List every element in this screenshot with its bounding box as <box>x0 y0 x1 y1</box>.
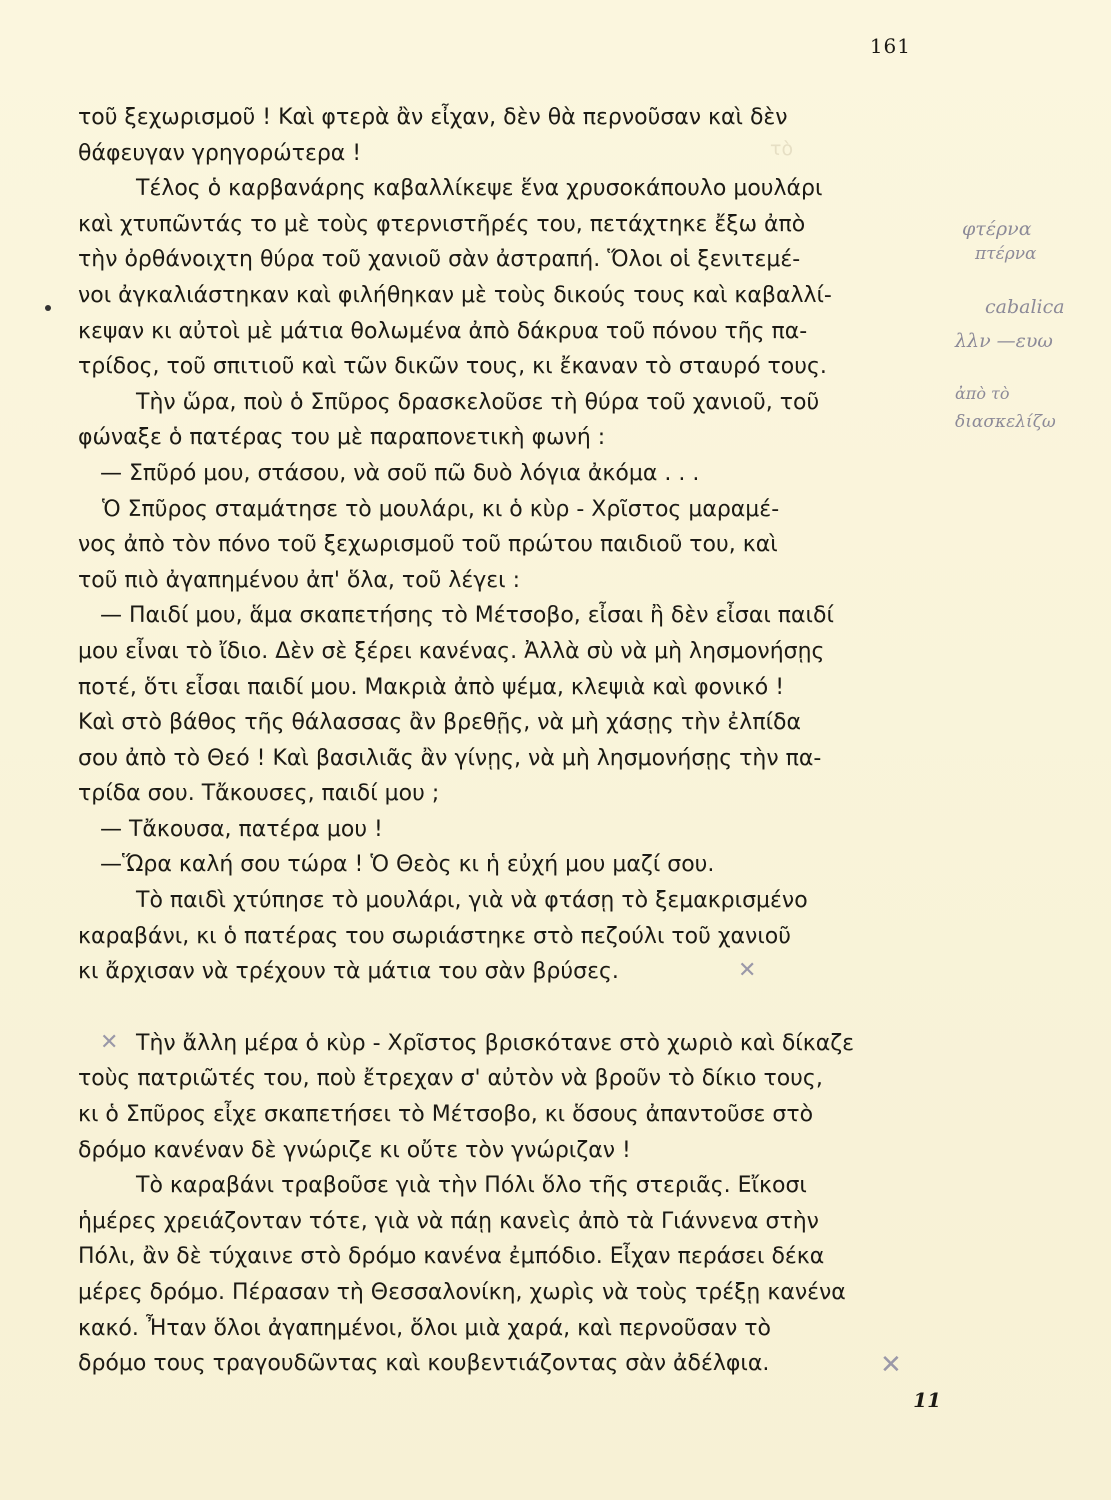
text-line: φώναξε ὁ πατέρας του μὲ παραπονετικὴ φωνή : <box>78 425 606 451</box>
paragraph-gap <box>78 990 948 1026</box>
text-line: σου ἀπὸ τὸ Θεό ! Καὶ βασιλιᾶς ἂν γίνῃς, νὰ μὴ λησμονήσῃς τὴν πα- <box>78 745 822 771</box>
text-line: κι ἄρχισαν νὰ τρέχουν τὰ μάτια του σὰν βρύσες. <box>78 959 619 985</box>
text-line: τοῦ ξεχωρισμοῦ ! Καὶ φτερὰ ἂν εἶχαν, δὲν θὰ περνοῦσαν καὶ δὲν <box>78 105 788 130</box>
text-line: κεψαν κι αὐτοὶ μὲ μάτια θολωμένα ἀπὸ δάκρυα τοῦ πόνου τῆς πα- <box>78 318 808 344</box>
text-line: τοῦ πιὸ ἀγαπημένου ἀπ' ὅλα, τοῦ λέγει : <box>78 567 520 593</box>
text-line: — Σπῦρό μου, στάσου, νὰ σοῦ πῶ δυὸ λόγια ἀκόμα . . . <box>100 460 700 486</box>
text-line: τὴν ὀρθάνοιχτη θύρα τοῦ χανιοῦ σὰν ἀστραπή. Ὅλοι οἱ ξενιτεμέ- <box>78 247 801 273</box>
signature-mark: 11 <box>913 1388 941 1412</box>
text-line: δρόμο κανέναν δὲ γνώριζε κι οὔτε τὸν γνώριζαν ! <box>78 1137 631 1163</box>
margin-note: πτέρνα <box>975 244 1037 264</box>
text-line: τρίδος, τοῦ σπιτιοῦ καὶ τῶν δικῶν τους, κι ἔκαναν τὸ σταυρό τους. <box>78 354 827 380</box>
x-mark-icon: ✕ <box>880 1350 902 1380</box>
text-line: Τὸ παιδὶ χτύπησε τὸ μουλάρι, γιὰ νὰ φτάσῃ τὸ ξεμακρισμένο <box>136 888 808 914</box>
text-line: Τὴν ὥρα, ποὺ ὁ Σπῦρος δρασκελοῦσε τὴ θύρα τοῦ χανιοῦ, τοῦ <box>136 389 820 415</box>
text-line: — Τἄκουσα, πατέρα μου ! <box>100 816 383 842</box>
margin-note: διασκελίζω <box>955 412 1056 432</box>
text-line: νος ἀπὸ τὸν πόνο τοῦ ξεχωρισμοῦ τοῦ πρώτου παιδιοῦ του, καὶ <box>78 532 778 558</box>
text-line: μου εἶναι τὸ ἴδιο. Δὲν σὲ ξέρει κανένας. Ἀλλὰ σὺ νὰ μὴ λησμονήσῃς <box>78 638 825 664</box>
margin-dot <box>45 305 51 311</box>
text-line: ποτέ, ὅτι εἶσαι παιδί μου. Μακριὰ ἀπὸ ψέμα, κλεψιὰ καὶ φονικό ! <box>78 674 785 700</box>
text-line: τοὺς πατριῶτές του, ποὺ ἔτρεχαν σ' αὐτὸν νὰ βροῦν τὸ δίκιο τους, <box>78 1066 823 1092</box>
text-line: Τέλος ὁ καρβανάρης καβαλλίκεψε ἕνα χρυσοκάπουλο μουλάρι <box>136 176 823 202</box>
text-line: μέρες δρόμο. Πέρασαν τὴ Θεσσαλονίκη, χωρὶς νὰ τοὺς τρέξῃ κανένα <box>78 1280 846 1305</box>
text-line: Πόλι, ἂν δὲ τύχαινε στὸ δρόμο κανένα ἐμπόδιο. Εἶχαν περάσει δέκα <box>78 1244 825 1270</box>
text-line: δρόμο τους τραγουδῶντας καὶ κουβεντιάζοντας σὰν ἀδέλφια. <box>78 1351 770 1377</box>
text-line: κακό. Ἦταν ὅλοι ἀγαπημένοι, ὅλοι μιὰ χαρά, καὶ περνοῦσαν τὸ <box>78 1315 771 1341</box>
text-line: κι ὁ Σπῦρος εἶχε σκαπετήσει τὸ Μέτσοβο, κι ὅσους ἀπαντοῦσε στὸ <box>78 1102 814 1128</box>
text-line: νοι ἀγκαλιάστηκαν καὶ φιλήθηκαν μὲ τοὺς δικούς τους καὶ καβαλλί- <box>78 282 832 308</box>
bleed-through: τὸ <box>770 138 794 160</box>
text-line: τρίδα σου. Τἄκουσες, παιδί μου ; <box>78 781 440 807</box>
text-line: ἡμέρες χρειάζονταν τότε, γιὰ νὰ πάῃ κανεὶς ἀπὸ τὰ Γιάννενα στὴν <box>78 1208 819 1234</box>
page-number: 161 <box>869 34 911 58</box>
text-line: — Παιδί μου, ἅμα σκαπετήσης τὸ Μέτσοβο, εἶσαι ἢ δὲν εἶσαι παιδί <box>100 603 834 629</box>
margin-note: cabalica <box>985 296 1065 318</box>
text-line: θάφευγαν γρηγορώτερα ! <box>78 140 362 166</box>
margin-note: φτέρνα <box>962 218 1032 240</box>
text-line: Καὶ στὸ βάθος τῆς θάλασσας ἂν βρεθῇς, νὰ μὴ χάσῃς τὴν ἐλπίδα <box>78 710 801 736</box>
text-line: —Ὥρα καλή σου τώρα ! Ὁ Θεὸς κι ἡ εὐχή μου μαζί σου. <box>100 852 715 878</box>
text-line: καραβάνι, κι ὁ πατέρας του σωριάστηκε στὸ πεζούλι τοῦ χανιοῦ <box>78 923 791 949</box>
body-text <box>78 100 948 1382</box>
x-mark-icon: ✕ <box>738 958 757 983</box>
text-line: Τὸ καραβάνι τραβοῦσε γιὰ τὴν Πόλι ὅλο τῆς στεριᾶς. Εἴκοσι <box>136 1173 807 1199</box>
text-line: καὶ χτυπῶντάς το μὲ τοὺς φτερνιστῆρές του, πετάχτηκε ἔξω ἀπὸ <box>78 211 806 237</box>
x-mark-icon: ✕ <box>100 1030 119 1055</box>
margin-note: ἀπὸ τὸ <box>955 384 1010 403</box>
text-line: Ὁ Σπῦρος σταμάτησε τὸ μουλάρι, κι ὁ κὺρ - Χρῖστος μαραμέ- <box>102 496 780 522</box>
margin-note: λλν —ευω <box>955 330 1053 352</box>
text-line: Τὴν ἄλλη μέρα ὁ κὺρ - Χρῖστος βρισκότανε στὸ χωριὸ καὶ δίκαζε <box>136 1030 855 1056</box>
